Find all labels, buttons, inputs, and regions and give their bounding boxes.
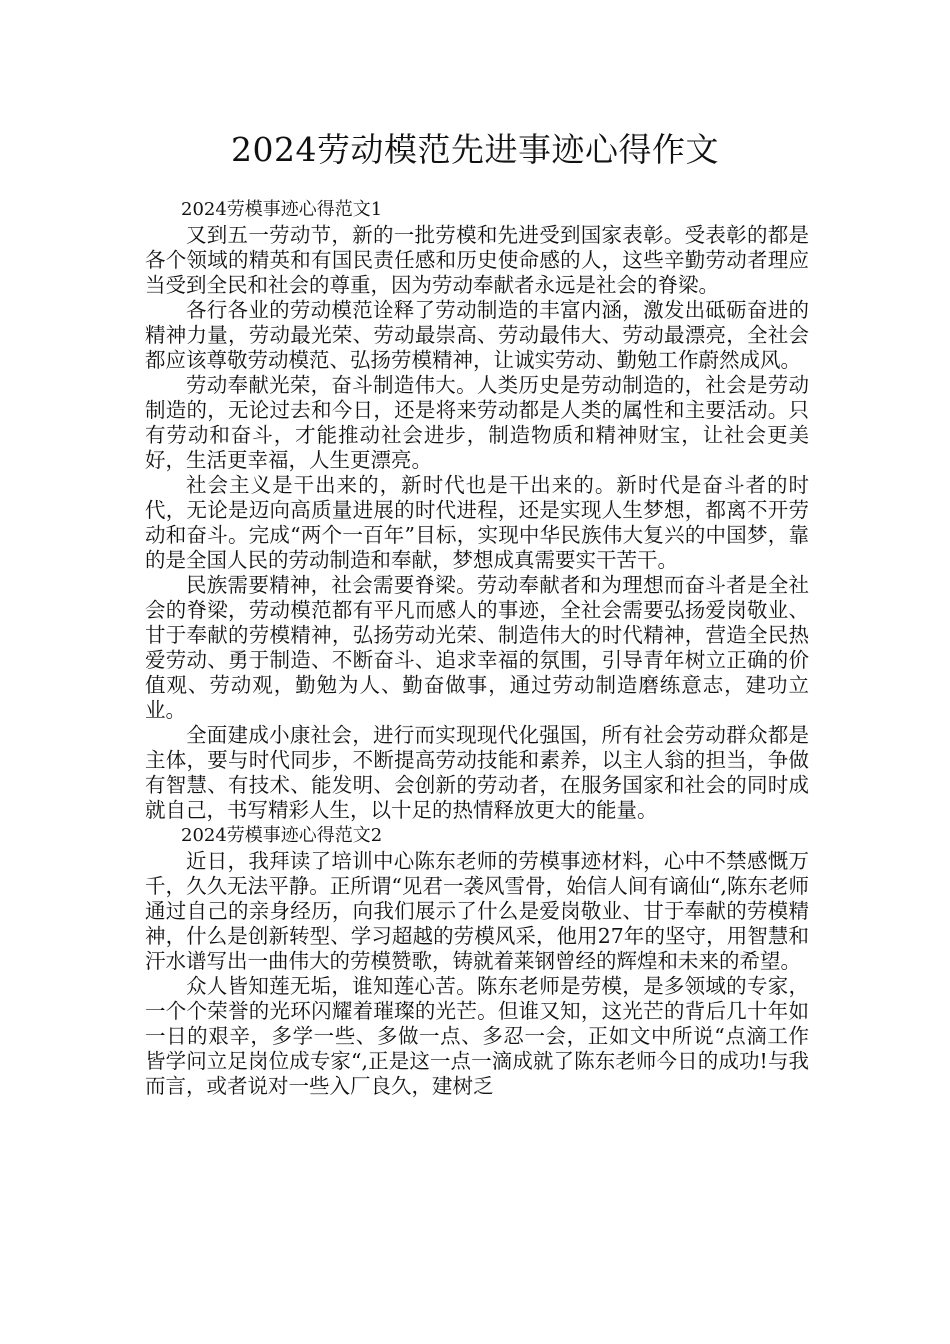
- paragraph: 全面建成小康社会，进行而实现现代化强国，所有社会劳动群众都是主体，要与时代同步，不断提高劳动技能和素养，以主人翁的担当，争做有智慧、有技术、能发明、会创新的劳动者，在服务国家和社会的同时成就自己，书写精彩人生，以十足的热情释放更大的能量。: [145, 723, 809, 822]
- paragraph: 民族需要精神，社会需要脊梁。劳动奉献者和为理想而奋斗者是全社会的脊梁，劳动模范都有平凡而感人的事迹，全社会需要弘扬爱岗敬业、甘于奉献的劳模精神，弘扬劳动光荣、制造伟大的时代精神，营造全民热爱劳动、勇于制造、不断奋斗、追求幸福的氛围，引导青年树立正确的价值观、劳动观，勤勉为人、勤奋做事，通过劳动制造磨练意志，建功立业。: [145, 573, 809, 722]
- document-title: 2024劳动模范先进事迹心得作文: [231, 130, 719, 169]
- paragraph: 近日，我拜读了培训中心陈东老师的劳模事迹材料，心中不禁感慨万千，久久无法平静。正所谓“见君一袭风雪骨，始信人间有谪仙“,陈东老师通过自己的亲身经历，向我们展示了什么是爱岗敬业、甘于奉献的劳模精神，什么是创新转型、学习超越的劳模风采，他用27年的坚守，用智慧和汗水谱写出一曲伟大的劳模赞歌，铸就着莱钢曾经的辉煌和未来的希望。: [145, 849, 809, 973]
- paragraph: 各行各业的劳动模范诠释了劳动制造的丰富内涵，激发出砥砺奋进的精神力量，劳动最光荣、劳动最崇高、劳动最伟大、劳动最漂亮，全社会都应该尊敬劳动模范、弘扬劳模精神，让诚实劳动、勤勉工作蔚然成风。: [145, 298, 809, 372]
- paragraph: 众人皆知莲无垢，谁知莲心苦。陈东老师是劳模，是多领域的专家，一个个荣誉的光环闪耀着璀璨的光芒。但谁又知，这光芒的背后几十年如一日的艰辛，多学一些、多做一点、多忍一会，正如文中所说“点滴工作皆学问立足岗位成专家“,正是这一点一滴成就了陈东老师今日的成功!与我而言，或者说对一些入厂良久，建树乏: [145, 974, 809, 1098]
- paragraph: 社会主义是干出来的，新时代也是干出来的。新时代是奋斗者的时代，无论是迈向高质量进展的时代进程，还是实现人生梦想，都离不开劳动和奋斗。完成“两个一百年”目标，实现中华民族伟大复兴的中国梦，靠的是全国人民的劳动制造和奉献，梦想成真需要实干苦干。: [145, 473, 809, 572]
- document-body: [145, 197, 809, 1099]
- paragraph: 又到五一劳动节，新的一批劳模和先进受到国家表彰。受表彰的都是各个领域的精英和有国民责任感和历史使命感的人，这些辛勤劳动者理应当受到全民和社会的尊重，因为劳动奉献者永远是社会的脊梁。: [145, 223, 809, 297]
- section-heading: 2024劳模事迹心得范文2: [181, 825, 383, 846]
- paragraph: 劳动奉献光荣，奋斗制造伟大。人类历史是劳动制造的，社会是劳动制造的，无论过去和今日，还是将来劳动都是人类的属性和主要活动。只有劳动和奋斗，才能推动社会进步，制造物质和精神财宝，让社会更美好，生活更幸福，人生更漂亮。: [145, 373, 809, 472]
- section-heading: 2024劳模事迹心得范文1: [181, 199, 383, 220]
